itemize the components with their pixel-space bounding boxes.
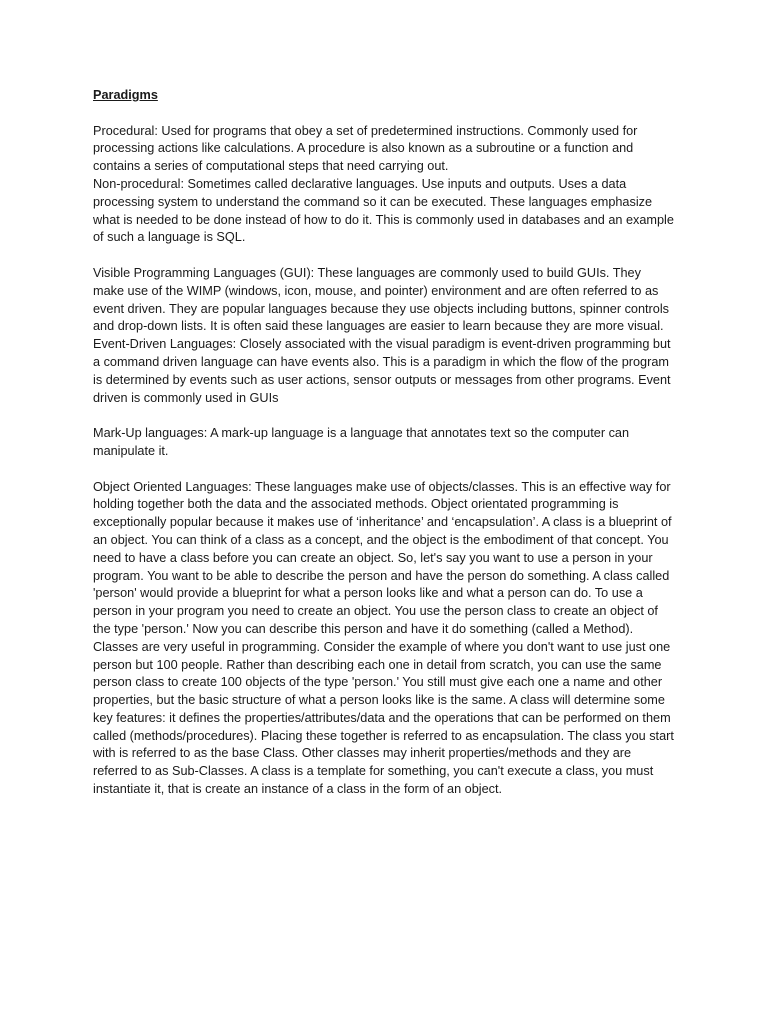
paragraph-visible-programming: Visible Programming Languages (GUI): These languages are commonly used to build GUIs. They make use of the WIMP (windows, icon, mouse, and pointer) environment and are often referred to as event driven. They are popular languages because they use objects including buttons, spinner controls and drop-down lists. It is often said these languages are easier to learn because they are more visual. — [93, 265, 670, 334]
paragraph-event-driven: Event-Driven Languages: Closely associated with the visual paradigm is event-driven programming but a command driven language can have events also. This is a paradigm in which the flow of the program is determined by events such as user actions, sensor outputs or messages from other programs. Event driven is commonly used in GUIs — [93, 337, 671, 405]
document-body — [93, 87, 675, 799]
paragraph-markup: Mark-Up languages: A mark-up language is a language that annotates text so the computer can manipulate it. — [93, 426, 630, 458]
paragraph-gap — [93, 461, 675, 479]
paragraph-non-procedural: Non-procedural: Sometimes called declarative languages. Use inputs and outputs. Uses a data processing system to understand the command so it can be executed. These languages emphasize what is needed to be done instead of how to do it. This is commonly used in databases and an example of such a language is SQL. — [93, 176, 674, 245]
paragraph-gap — [93, 247, 675, 265]
paragraph-procedural: Procedural: Used for programs that obey a set of predetermined instructions. Commonly used for processing actions like calculations. A procedure is also known as a subroutine or a function and contains a series of computational steps that need carrying out. — [93, 123, 638, 174]
document-title: Paradigms — [93, 88, 158, 102]
paragraph-object-oriented: Object Oriented Languages: These languages make use of objects/classes. This is an effective way for holding together both the data and the associated methods. Object orientated programming is exceptionally popular because it makes use of ‘inheritance’ and ‘encapsulation’. A class is a blueprint of an object. You can think of a class as a concept, and the object is the embodiment of that concept. You need to have a class before you can create an object. So, let's say you want to use a person in your program. You want to be able to describe the person and have the person do something. A class called 'person' would provide a blueprint for what a person looks like and what a person can do. To use a person in your program you need to create an object. You use the person class to create an object of the type 'person.' Now you can describe this person and have it do something (called a Method). Classes are very useful in programming. Consider the example of where you don't want to use just one person but 100 people. Rather than describing each one in detail from scratch, you can use the same person class to create 100 objects of the type 'person.' You still must give each one a name and other properties, but the basic structure of what a person looks like is the same. A class will determine some key features: it defines the properties/attributes/data and the operations that can be performed on them called (methods/procedures). Placing these together is referred to as encapsulation. The class you start with is referred to as the base Class. Other classes may inherit properties/methods and they are referred to as Sub-Classes. A class is a template for something, you can't execute a class, you must instantiate it, that is create an instance of a class in the form of an object. — [93, 479, 674, 797]
paragraph-gap — [93, 407, 675, 425]
